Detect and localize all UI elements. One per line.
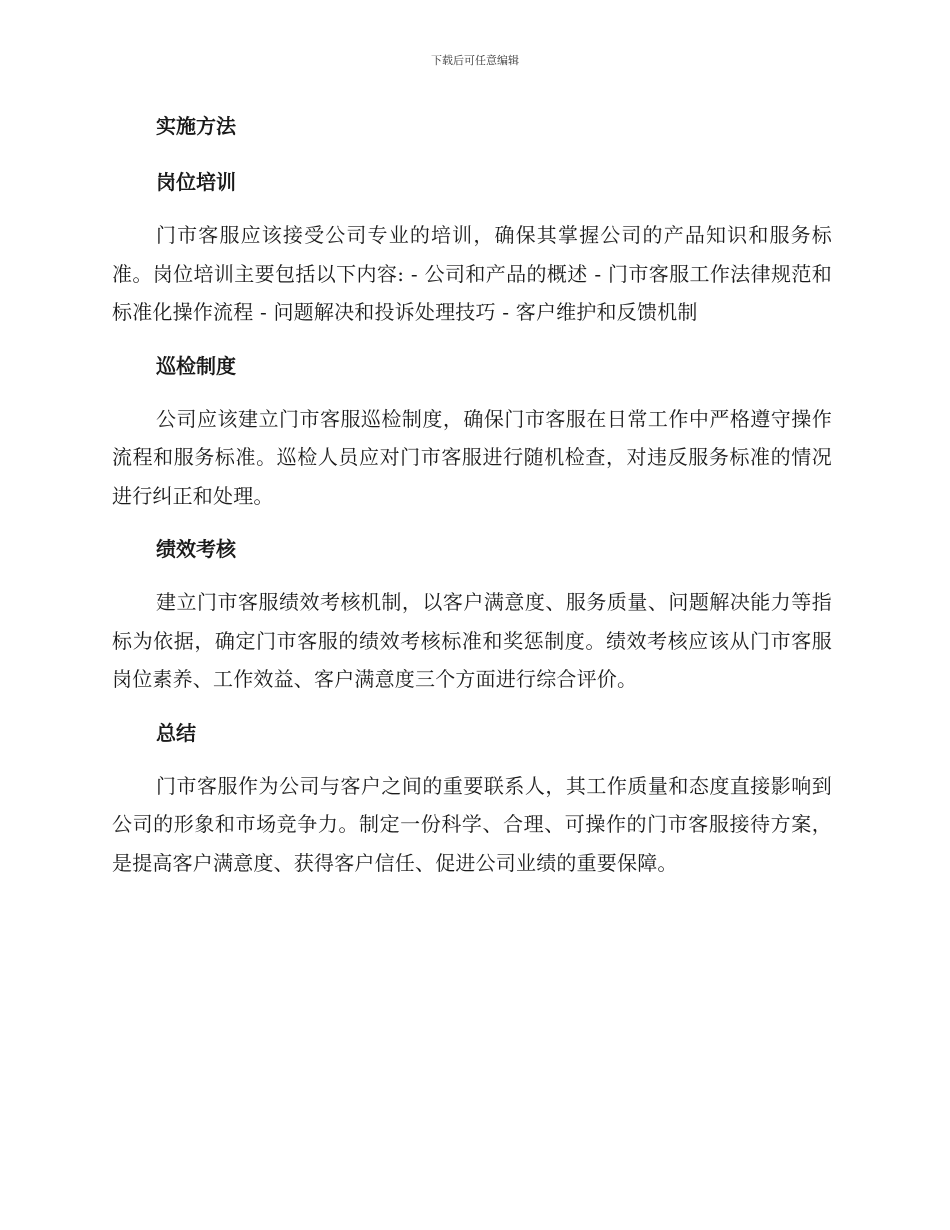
paragraph-performance-review: 建立门市客服绩效考核机制，以客户满意度、服务质量、问题解决能力等指标为依据，确定门市客服的绩效考核标准和奖惩制度。绩效考核应该从门市客服岗位素养、工作效益、客户满意度三个方面进行综合评价。 [112, 590, 832, 691]
page-header-note: 下载后可任意编辑 [431, 54, 519, 67]
section-title-implementation: 实施方法 [156, 114, 236, 138]
heading-performance-review: 绩效考核 [156, 537, 236, 561]
document-body [112, 108, 832, 882]
heading-job-training: 岗位培训 [156, 170, 236, 194]
heading-summary: 总结 [156, 720, 196, 745]
paragraph-job-training: 门市客服应该接受公司专业的培训，确保其掌握公司的产品知识和服务标准。岗位培训主要包括以下内容: - 公司和产品的概述 - 门市客服工作法律规范和标准化操作流程 - 问题解决和投诉处理技巧 - 客户维护和反馈机制 [112, 223, 832, 324]
paragraph-summary: 门市客服作为公司与客户之间的重要联系人，其工作质量和态度直接影响到公司的形象和市场竞争力。制定一份科学、合理、可操作的门市客服接待方案，是提高客户满意度、获得客户信任、促进公司业绩的重要保障。 [112, 773, 832, 875]
heading-inspection-system: 巡检制度 [156, 353, 236, 378]
paragraph-inspection-system: 公司应该建立门市客服巡检制度，确保门市客服在日常工作中严格遵守操作流程和服务标准。巡检人员应对门市客服进行随机检查，对违反服务标准的情况进行纠正和处理。 [112, 406, 832, 508]
